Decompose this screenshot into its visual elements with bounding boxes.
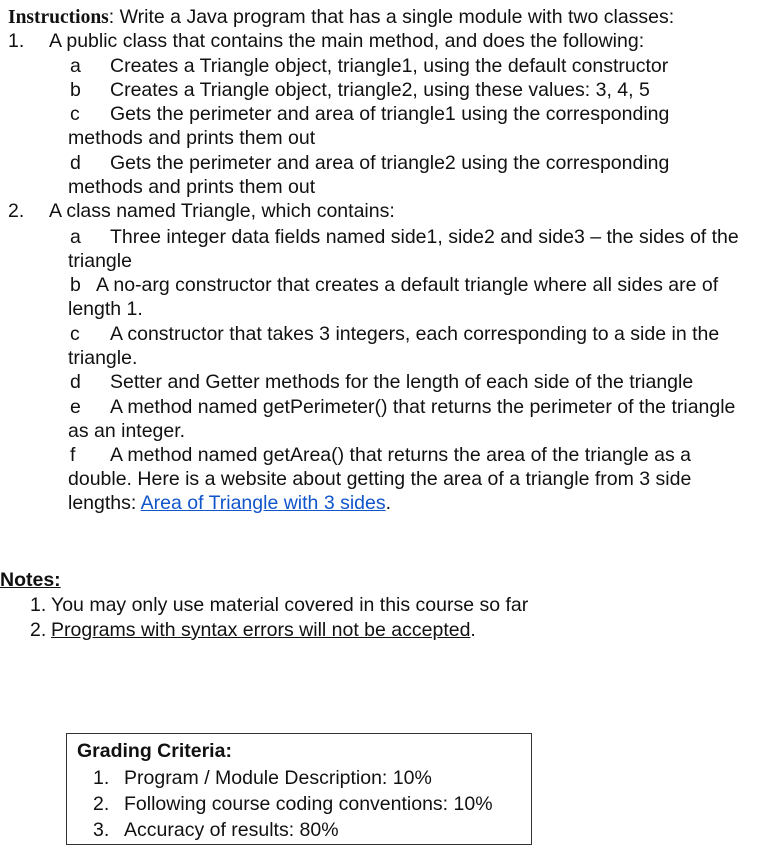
sub-2a-text-line2: triangle	[68, 250, 132, 272]
item-1-number: 1.	[8, 30, 25, 52]
sub-1b-letter: b	[70, 79, 81, 101]
area-of-triangle-link[interactable]: Area of Triangle with 3 sides	[140, 492, 386, 514]
sub-2c-text-line1: A constructor that takes 3 integers, each corresponding to a side in the	[110, 323, 720, 345]
notes-title: Notes:	[0, 569, 61, 591]
item-2-number: 2.	[8, 200, 25, 222]
sub-2a-text-line1: Three integer data fields named side1, side2 and side3 – the sides of the	[110, 226, 739, 248]
sub-1c-letter: c	[70, 103, 80, 125]
item-2-text: A class named Triangle, which contains:	[49, 200, 395, 222]
grading-3-number: 3.	[93, 819, 110, 841]
note-2-number: 2.	[30, 619, 47, 641]
instructions-intro: : Write a Java program that has a single module with two classes:	[108, 6, 675, 28]
instructions-label: Instructions	[8, 7, 109, 28]
note-2-suffix: .	[470, 619, 476, 641]
instructions-heading	[8, 5, 674, 30]
sub-2f-letter: f	[70, 444, 76, 466]
sub-2e-text-line2: as an integer.	[68, 420, 186, 442]
sub-2e-letter: e	[70, 396, 81, 418]
sub-2f-prefix: lengths:	[68, 492, 141, 514]
sub-1c-text-line1: Gets the perimeter and area of triangle1 using the corresponding	[110, 103, 670, 125]
sub-2a-letter: a	[70, 226, 81, 248]
sub-2e-text-line1: A method named getPerimeter() that returns the perimeter of the triangle	[110, 396, 736, 418]
sub-2f-suffix: .	[385, 492, 392, 514]
sub-2f-text-line1: A method named getArea() that returns the area of the triangle as a	[110, 444, 692, 466]
sub-2b-text-line2: length 1.	[68, 298, 143, 320]
grading-1-number: 1.	[93, 767, 110, 789]
sub-2f-text-line3	[68, 491, 391, 515]
note-1-text: You may only use material covered in this course so far	[51, 594, 529, 616]
sub-2c-text-line2: triangle.	[68, 347, 138, 369]
sub-1d-letter: d	[70, 152, 81, 174]
sub-2b-text-line1: A no-arg constructor that creates a default triangle where all sides are of	[96, 274, 719, 296]
grading-title: Grading Criteria:	[77, 740, 232, 762]
sub-2f-text-line2: double. Here is a website about getting the area of a triangle from 3 side	[68, 468, 692, 490]
grading-1-text: Program / Module Description: 10%	[124, 767, 432, 789]
note-2-text: Programs with syntax errors will not be accepted	[51, 619, 471, 641]
grading-2-number: 2.	[93, 793, 110, 815]
grading-3-text: Accuracy of results: 80%	[124, 819, 339, 841]
sub-1d-text-line2: methods and prints them out	[68, 176, 316, 198]
sub-2b-letter: b	[70, 274, 81, 296]
sub-2d-letter: d	[70, 371, 81, 393]
sub-1a-text: Creates a Triangle object, triangle1, using the default constructor	[110, 55, 669, 77]
sub-1b-text: Creates a Triangle object, triangle2, using these values: 3, 4, 5	[110, 79, 650, 101]
sub-1d-text-line1: Gets the perimeter and area of triangle2 using the corresponding	[110, 152, 670, 174]
note-2-line	[51, 618, 476, 642]
note-1-number: 1.	[30, 594, 47, 616]
item-1-text: A public class that contains the main method, and does the following:	[49, 30, 645, 52]
sub-1a-letter: a	[70, 55, 81, 77]
grading-2-text: Following course coding conventions: 10%	[124, 793, 493, 815]
sub-2c-letter: c	[70, 323, 80, 345]
sub-2d-text: Setter and Getter methods for the length of each side of the triangle	[110, 371, 694, 393]
sub-1c-text-line2: methods and prints them out	[68, 127, 316, 149]
